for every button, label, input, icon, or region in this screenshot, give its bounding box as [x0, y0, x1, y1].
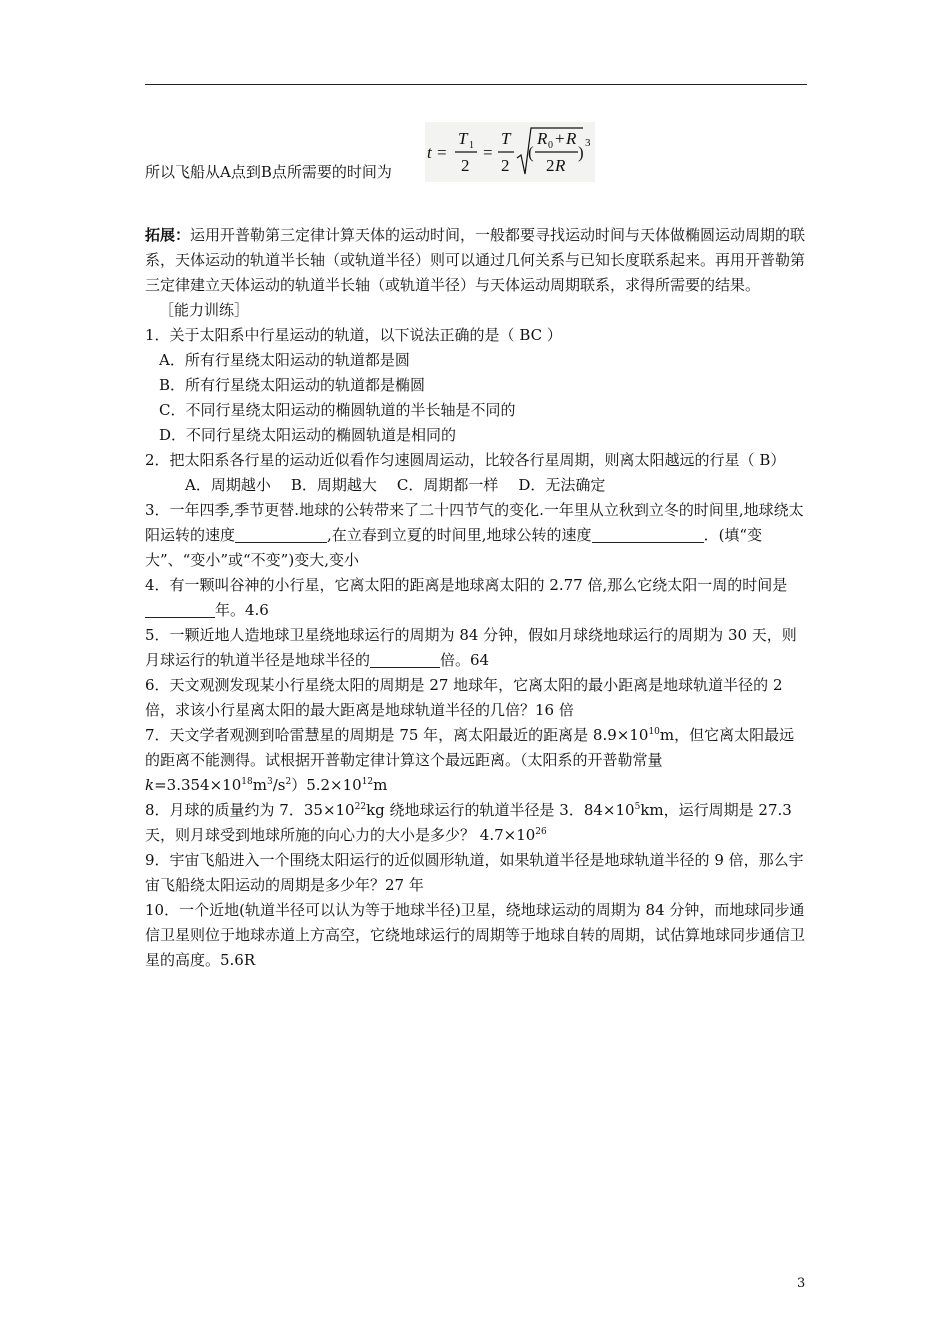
- svg-text:R: R: [537, 129, 548, 148]
- answer-blank: [235, 526, 327, 543]
- svg-text:T: T: [501, 129, 511, 148]
- svg-text:T: T: [458, 129, 468, 148]
- document-body: [145, 223, 807, 973]
- question-2-options: [145, 473, 807, 498]
- question-2-option-b: B．周期越大: [290, 476, 377, 494]
- svg-text:=: =: [437, 143, 447, 162]
- question-3: [145, 498, 807, 573]
- question-8-text: km，运行周期是 27.3 天，则月球受到地球所施的向心力的大小是多少？ 4.7×10: [145, 801, 792, 844]
- formula-svg: [425, 122, 595, 182]
- question-6: 6．天文观测发现某小行星绕太阳的周期是 27 地球年，它离太阳的最小距离是地球轨道半径的 2 倍，求该小行星离太阳的最大距离是地球轨道半径的几倍？16 倍: [145, 676, 783, 719]
- svg-text:(: (: [528, 143, 534, 162]
- exponent: 18: [241, 777, 253, 787]
- question-5-text-2: 倍。64: [440, 651, 490, 669]
- exponent: 3: [266, 777, 273, 787]
- svg-text:R: R: [555, 156, 566, 175]
- question-1-option-c: C．不同行星绕太阳运动的椭圆轨道的半长轴是不同的: [159, 401, 516, 419]
- section-title: ［能力训练］: [159, 301, 250, 319]
- question-8: [145, 798, 807, 848]
- svg-text:): ): [578, 143, 584, 162]
- exponent: 12: [361, 777, 374, 787]
- question-4-text-2: 年。4.6: [215, 601, 269, 619]
- exponent: 26: [535, 827, 547, 837]
- question-7: [145, 723, 807, 798]
- question-1-stem: 1．关于太阳系中行星运动的轨道，以下说法正确的是（ BC ）: [145, 326, 562, 344]
- svg-text:3: 3: [585, 137, 591, 149]
- question-7-text: /s: [272, 776, 286, 794]
- question-1-option-d: D．不同行星绕太阳运动的椭圆轨道是相同的: [159, 426, 457, 444]
- question-4-text-1: 4．有一颗叫谷神的小行星，它离太阳的距离是地球离太阳的 2.77 倍,那么它绕太阳一周的时间是: [145, 576, 788, 594]
- question-8-text: 8．月球的质量约为 7．35×10: [145, 801, 355, 819]
- svg-text:t: t: [427, 143, 432, 162]
- question-4: [145, 573, 807, 623]
- question-1-option-b: B．所有行星绕太阳运动的轨道都是椭圆: [159, 376, 426, 394]
- question-7-text: 7．天文学者观测到哈雷慧星的周期是 75 年，离太阳最近的距离是 8.9×10: [145, 726, 649, 744]
- question-3-text-1: 3．一年四季,季节更替.地球的公转带来了二十四节气的变化.一年里从立秋到立冬的时间里,地球绕太阳运转的速度: [145, 501, 804, 544]
- svg-text:2: 2: [461, 156, 470, 175]
- question-2-option-a: A．周期越小: [185, 476, 271, 494]
- svg-text:2: 2: [546, 156, 555, 175]
- exponent: 22: [354, 802, 367, 812]
- answer-blank: [592, 526, 692, 543]
- svg-text:=: =: [483, 143, 493, 162]
- exponent: 5: [634, 802, 641, 812]
- formula-label: 所以飞船从A点到B点所需要的时间为: [145, 163, 392, 181]
- question-2-option-d: D．无法确定: [518, 476, 606, 494]
- svg-text:0: 0: [548, 140, 553, 151]
- question-3-text-2: ,在立春到立夏的时间里,地球公转的速度: [327, 526, 592, 544]
- question-7-text: ）5.2×10: [291, 776, 362, 794]
- extension-body: 运用开普勒第三定律计算天体的运动时间，一般都要寻找运动时间与天体做椭圆运动周期的联系，天体运动的轨道半长轴（或轨道半径）则可以通过几何关系与已知长度联系起来。再用开普勒第三定律建立天体运动的轨道半长轴（或轨道半径）与天体运动周期联系，求得所需要的结果。: [145, 226, 806, 294]
- question-5: [145, 623, 807, 673]
- exponent: 2: [285, 777, 292, 787]
- question-5-text-1: 5．一颗近地人造地球卫星绕地球运行的周期为 84 分钟，假如月球绕地球运行的周期为 30 天，则月球运行的轨道半径是地球半径的: [145, 626, 797, 669]
- kepler-constant-symbol: k: [145, 776, 155, 794]
- svg-text:2: 2: [501, 156, 510, 175]
- svg-text:1: 1: [469, 140, 474, 151]
- question-7-text: m: [373, 776, 388, 794]
- extension-paragraph: [145, 223, 807, 298]
- page-number: 3: [797, 1276, 806, 1291]
- question-8-text: kg 绕地球运行的轨道半径是 3．84×10: [366, 801, 635, 819]
- answer-blank: [692, 526, 704, 543]
- header-rule: [145, 84, 807, 85]
- answer-blank: [370, 651, 440, 668]
- question-7-text: m: [252, 776, 267, 794]
- answer-blank: [145, 601, 215, 618]
- question-1-option-a: A．所有行星绕太阳运动的轨道都是圆: [159, 351, 410, 369]
- question-2-stem: 2．把太阳系各行星的运动近似看作匀速圆周运动，比较各行星周期，则离太阳越远的行星（ B）: [145, 451, 786, 469]
- question-9: 9．宇宙飞船进入一个围绕太阳运行的近似圆形轨道，如果轨道半径是地球轨道半径的 9 倍，那么宇宙飞船绕太阳运动的周期是多少年？27 年: [145, 851, 804, 894]
- question-7-text: =3.354×10: [154, 776, 242, 794]
- question-3-text-3: ．(填“变大”、“变小”或“不变”)变大,变小: [145, 526, 763, 569]
- formula-image: [425, 122, 595, 182]
- question-2-option-c: C．周期都一样: [396, 476, 499, 494]
- extension-heading: 拓展：: [145, 226, 191, 244]
- question-7-text: m，但它离太阳最远的距离不能测得。试根据开普勒定律计算这个最远距离。（太阳系的开普勒常量: [145, 726, 795, 769]
- svg-text:+: +: [555, 129, 565, 148]
- exponent: 10: [648, 727, 660, 737]
- svg-text:R: R: [566, 129, 577, 148]
- formula-line: [145, 122, 807, 184]
- question-10: 10．一个近地(轨道半径可以认为等于地球半径)卫星，绕地球运动的周期为 84 分钟，而地球同步通信卫星则位于地球赤道上方高空，它绕地球运行的周期等于地球自转的周期，试估算地球同步通信卫星的高度。5.6R: [145, 901, 806, 969]
